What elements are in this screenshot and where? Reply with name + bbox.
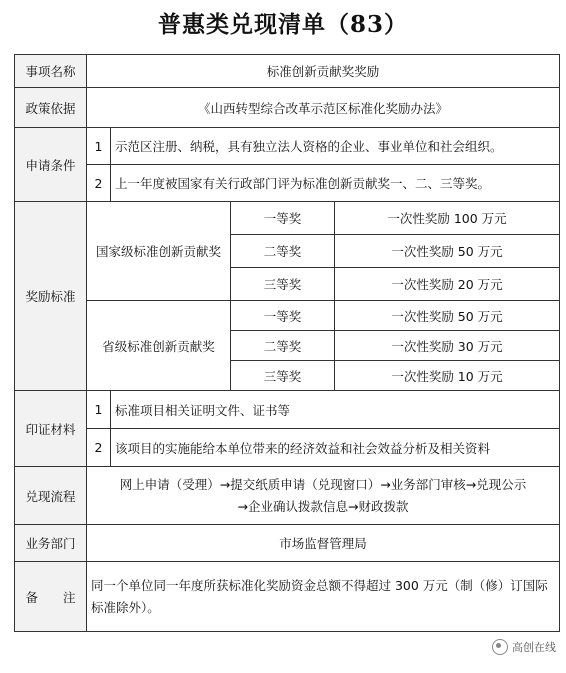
material-num: 2: [87, 429, 111, 467]
process-line-1: 网上申请（受理）→提交纸质申请（兑现窗口）→业务部门审核→兑现公示: [119, 476, 527, 492]
reward-amount: 一次性奖励 20 万元: [335, 268, 560, 301]
reward-row: [15, 301, 560, 331]
reward-row: [15, 202, 560, 235]
reward-level: 二等奖: [231, 331, 335, 361]
reward-amount: 一次性奖励 100 万元: [335, 202, 560, 235]
wechat-icon: [492, 639, 508, 655]
condition-text: 示范区注册、纳税，具有独立法人资格的企业、事业单位和社会组织。: [111, 128, 560, 165]
watermark-text: 高创在线: [512, 641, 556, 654]
condition-num: 1: [87, 128, 111, 165]
condition-num: 2: [87, 165, 111, 202]
process-label: 兑现流程: [15, 467, 87, 525]
reward-amount: 一次性奖励 30 万元: [335, 331, 560, 361]
reward-level: 三等奖: [231, 268, 335, 301]
process-value: [87, 467, 560, 525]
row-notes: [15, 562, 560, 632]
reward-group-provincial: 省级标准创新贡献奖: [87, 301, 231, 391]
row-policy: [15, 88, 560, 128]
notes-value: 同一个单位同一年度所获标准化奖励资金总额不得超过 300 万元（制（修）订国际标准除外）。: [87, 562, 560, 632]
reward-level: 一等奖: [231, 202, 335, 235]
row-department: [15, 525, 560, 562]
material-text: 该项目的实施能给本单位带来的经济效益和社会效益分析及相关资料: [111, 429, 560, 467]
condition-text: 上一年度被国家有关行政部门评为标准创新贡献奖一、二、三等奖。: [111, 165, 560, 202]
notes-label: 备 注: [15, 562, 87, 632]
reward-level: 三等奖: [231, 361, 335, 391]
conditions-label: 申请条件: [15, 128, 87, 202]
item-name-label: 事项名称: [15, 55, 87, 88]
material-num: 1: [87, 391, 111, 429]
row-condition-2: [15, 165, 560, 202]
page-title: 普惠类兑现清单（83）: [157, 11, 408, 38]
reward-group-national: 国家级标准创新贡献奖: [87, 202, 231, 301]
reward-amount: 一次性奖励 50 万元: [335, 235, 560, 268]
row-process: [15, 467, 560, 525]
materials-label: 印证材料: [15, 391, 87, 467]
row-item-name: [15, 55, 560, 88]
department-label: 业务部门: [15, 525, 87, 562]
policy-value: 《山西转型综合改革示范区标准化奖励办法》: [87, 88, 560, 128]
reward-level: 一等奖: [231, 301, 335, 331]
reward-level: 二等奖: [231, 235, 335, 268]
reward-amount: 一次性奖励 50 万元: [335, 301, 560, 331]
policy-label: 政策依据: [15, 88, 87, 128]
row-material-2: [15, 429, 560, 467]
row-condition-1: [15, 128, 560, 165]
redemption-table: [14, 54, 560, 632]
department-value: 市场监督管理局: [87, 525, 560, 562]
watermark: [492, 639, 556, 655]
reward-amount: 一次性奖励 10 万元: [335, 361, 560, 391]
row-material-1: [15, 391, 560, 429]
process-line-2: →企业确认拨款信息→财政拨款: [237, 498, 409, 514]
rewards-label: 奖励标准: [15, 202, 87, 391]
material-text: 标准项目相关证明文件、证书等: [111, 391, 560, 429]
item-name-value: 标准创新贡献奖奖励: [87, 55, 560, 88]
